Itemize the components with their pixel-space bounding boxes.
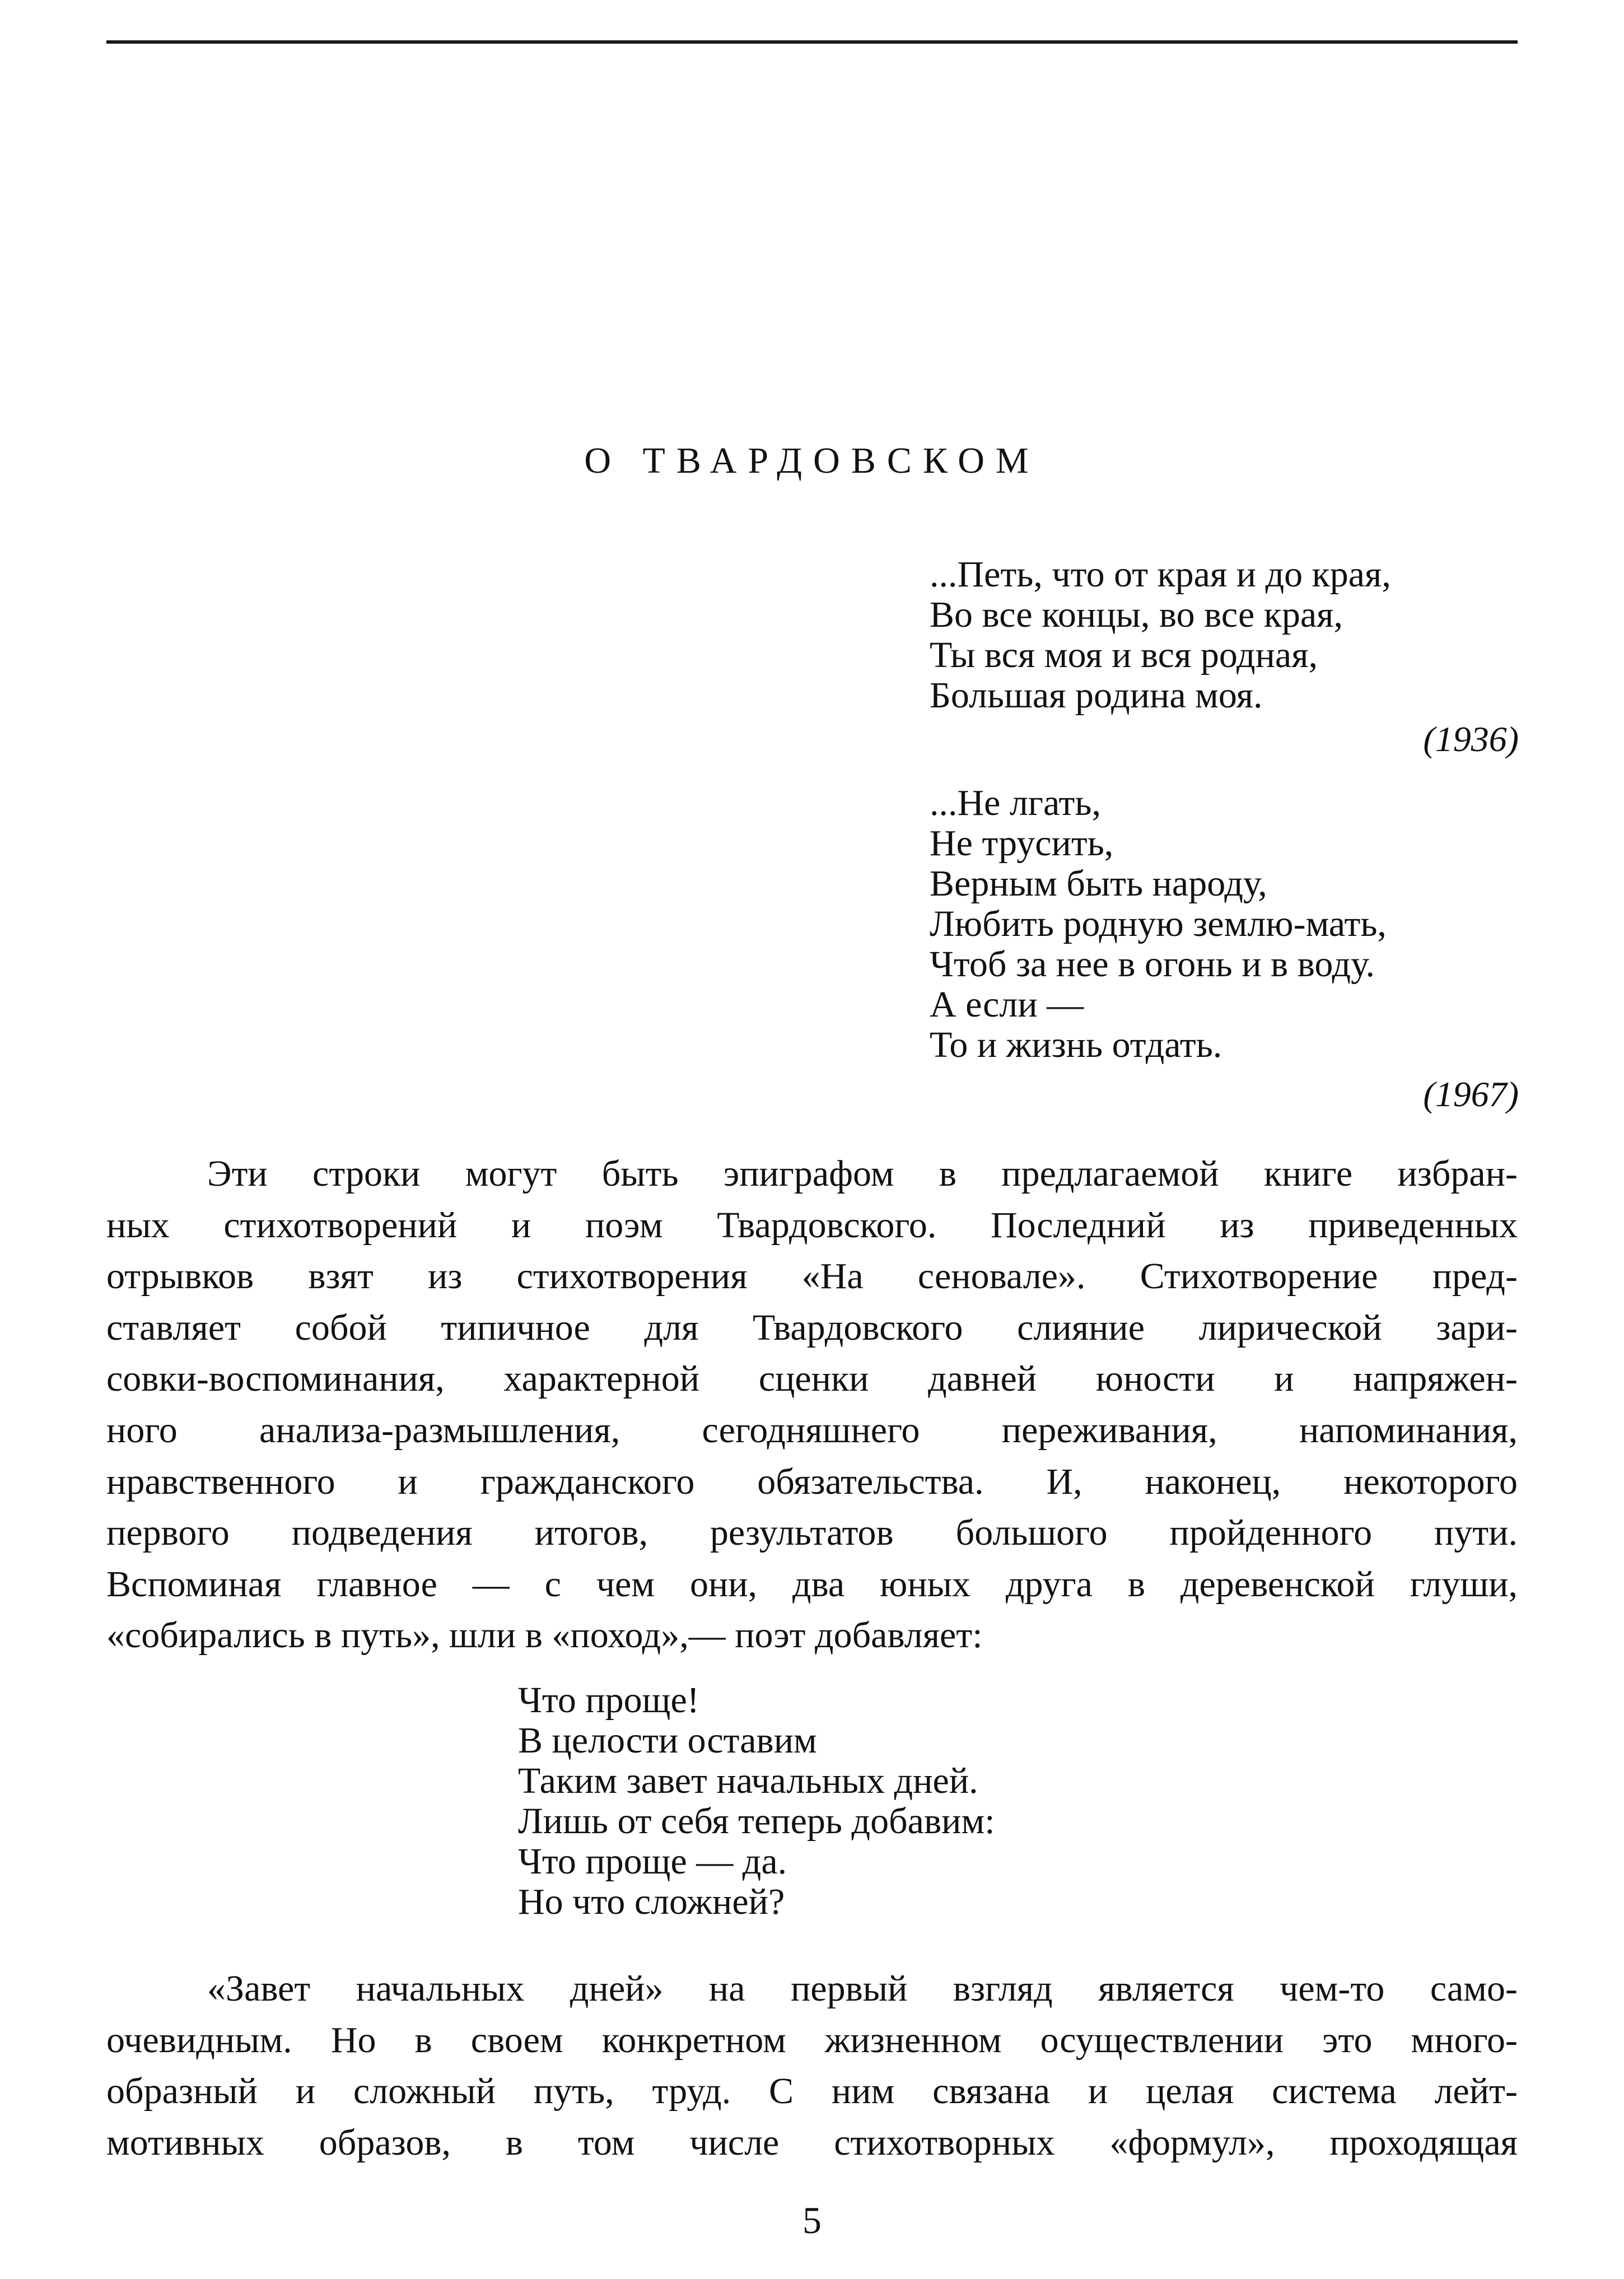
paragraph-2-line: мотивных образов, в том числе стихотворных «формул», проходящая bbox=[106, 2122, 1518, 2163]
poem-quote-line: Что проще! bbox=[518, 1680, 699, 1721]
epigraph-1-line: Ты вся моя и вся родная, bbox=[930, 635, 1318, 675]
poem-quote-line: Лишь от себя теперь добавим: bbox=[518, 1801, 995, 1842]
paragraph-1-line: «собирались в путь», шли в «поход»,— поэт добавляет: bbox=[106, 1615, 983, 1656]
poem-quote-line: Таким завет начальных дней. bbox=[518, 1760, 978, 1801]
paragraph-1-line: ного анализа-размышления, сегодняшнего переживания, напоминания, bbox=[106, 1409, 1518, 1451]
paragraph-2-line: «Завет начальных дней» на первый взгляд является чем-то само- bbox=[207, 1968, 1518, 2009]
epigraph-2-line: Верным быть народу, bbox=[930, 863, 1267, 904]
epigraph-2-line: То и жизнь отдать. bbox=[930, 1024, 1222, 1065]
epigraph-2-line: ...Не лгать, bbox=[930, 782, 1101, 823]
poem-quote-line: Что проще — да. bbox=[518, 1841, 787, 1882]
poem-quote bbox=[518, 1680, 995, 1922]
paragraph-1-line: Вспоминая главное — с чем они, два юных друга в деревенской глуши, bbox=[106, 1563, 1518, 1605]
paragraph-1-line: ставляет собой типичное для Твардовского слияние лирической зари- bbox=[106, 1307, 1518, 1348]
epigraph-2 bbox=[930, 783, 1387, 1065]
paragraph-1-line: первого подведения итогов, результатов большого пройденного пути. bbox=[106, 1512, 1518, 1554]
paragraph-1 bbox=[106, 1148, 1518, 1661]
poem-quote-line: Но что сложней? bbox=[518, 1881, 785, 1922]
paragraph-2-line: образный и сложный путь, труд. С ним связана и целая система лейт- bbox=[106, 2071, 1518, 2112]
paragraph-2 bbox=[106, 1963, 1518, 2168]
epigraph-2-line: Чтоб за нее в огонь и в воду. bbox=[930, 944, 1375, 985]
paragraph-1-line: нравственного и гражданского обязательства. И, наконец, некоторого bbox=[106, 1461, 1518, 1502]
top-rule bbox=[106, 40, 1518, 44]
page-title: О ТВАРДОВСКОМ bbox=[584, 440, 1040, 481]
epigraph-2-line: А если — bbox=[930, 984, 1084, 1025]
paragraph-1-line: ных стихотворений и поэм Твардовского. Последний из приведенных bbox=[106, 1204, 1518, 1246]
epigraph-2-date: (1967) bbox=[1423, 1074, 1519, 1114]
epigraph-1-line: Большая родина моя. bbox=[930, 675, 1263, 716]
paragraph-1-line: отрывков взят из стихотворения «На сеновале». Стихотворение пред- bbox=[106, 1256, 1518, 1297]
epigraph-1-date: (1936) bbox=[1423, 719, 1519, 759]
epigraph-2-line: Любить родную землю-мать, bbox=[930, 903, 1387, 944]
paragraph-1-line: совки-воспоминания, характерной сценки давней юности и напряжен- bbox=[106, 1358, 1518, 1400]
epigraph-1-line: Во все концы, во все края, bbox=[930, 594, 1343, 635]
epigraph-2-line: Не трусить, bbox=[930, 823, 1114, 864]
page-number: 5 bbox=[802, 2199, 822, 2241]
epigraph-1-line: ...Петь, что от края и до края, bbox=[930, 554, 1391, 595]
epigraph-1 bbox=[930, 554, 1391, 716]
paragraph-1-line: Эти строки могут быть эпиграфом в предлагаемой книге избран- bbox=[207, 1153, 1518, 1194]
poem-quote-line: В целости оставим bbox=[518, 1720, 817, 1761]
paragraph-2-line: очевидным. Но в своем конкретном жизненном осуществлении это много- bbox=[106, 2019, 1518, 2061]
